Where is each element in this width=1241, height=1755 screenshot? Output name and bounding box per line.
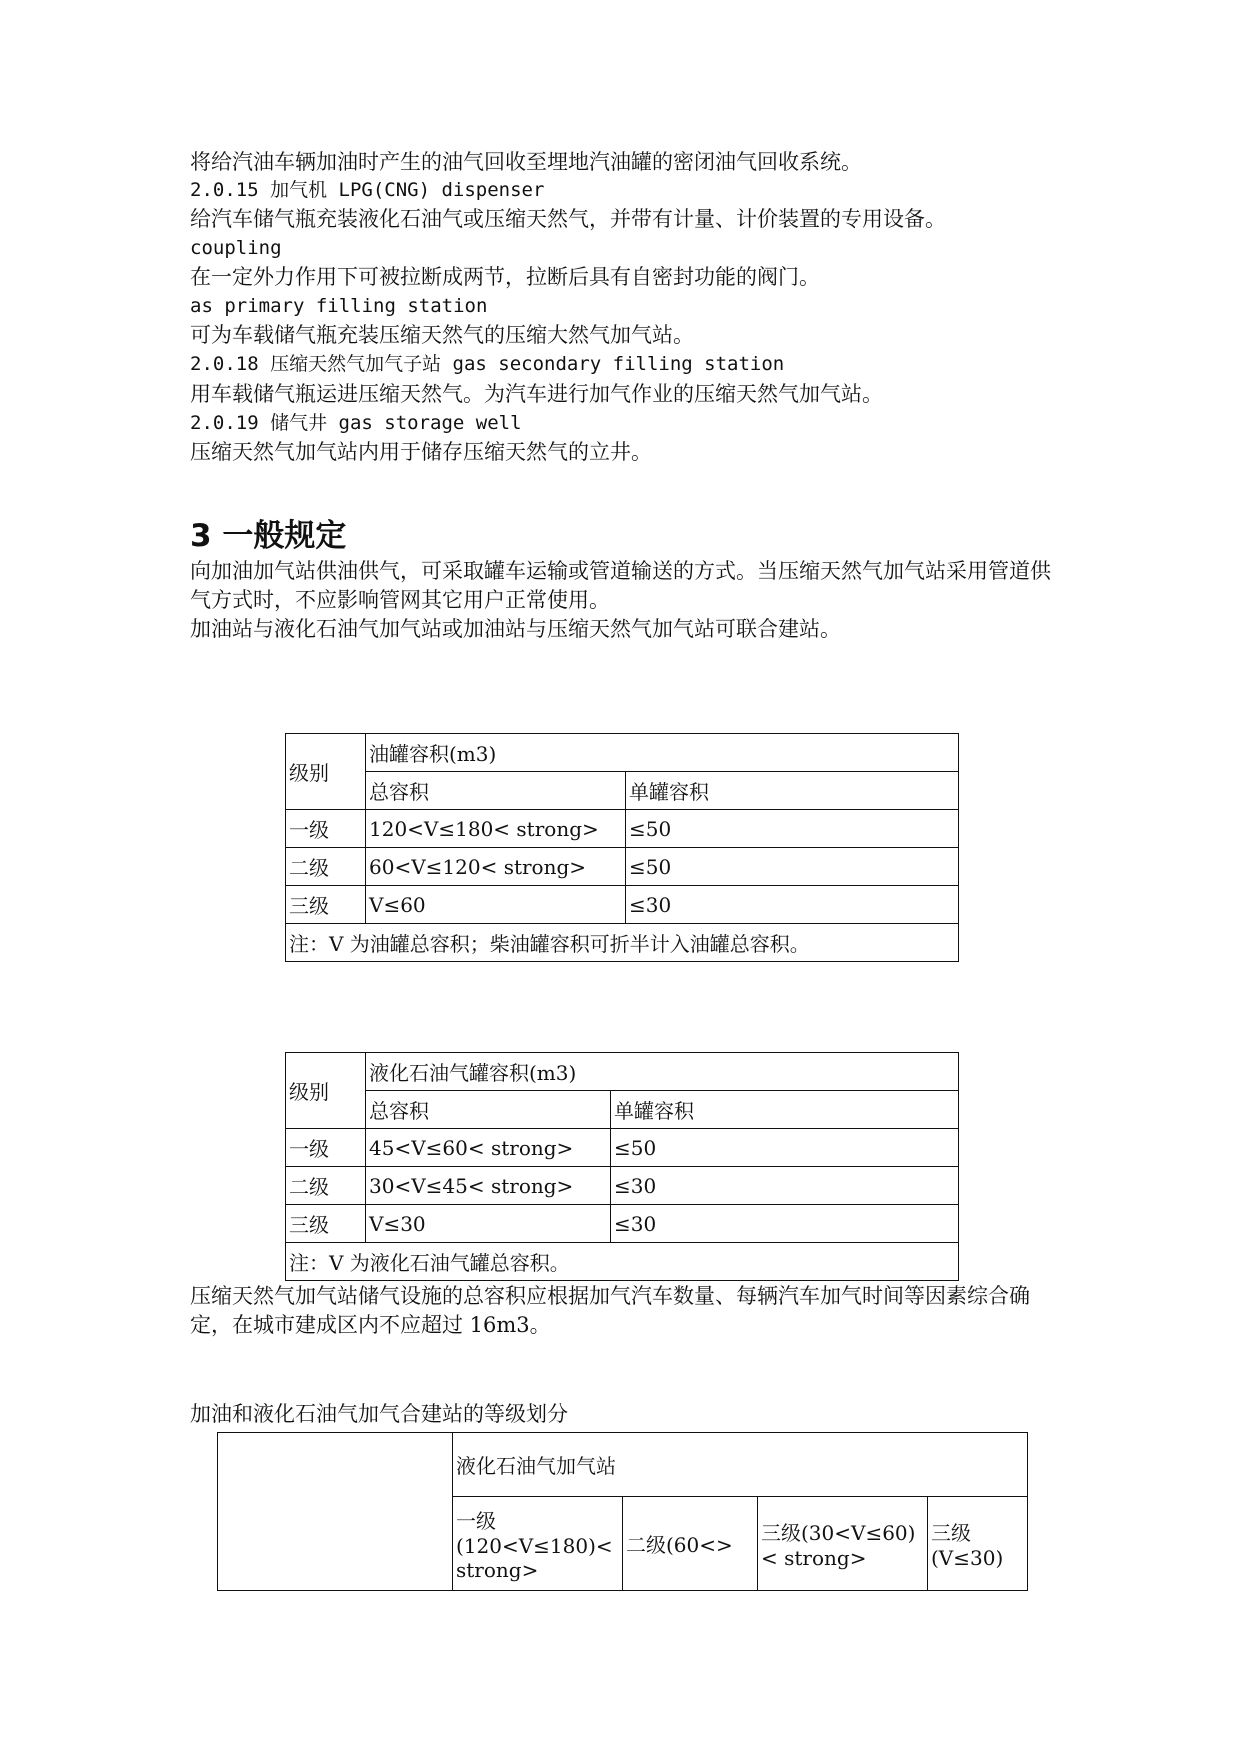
table-note: 注：V 为油罐总容积；柴油罐容积可折半计入油罐总容积。: [286, 924, 959, 962]
cell-total: 60<V≤120< strong>: [366, 848, 626, 886]
col-header: 一级(120<V≤180)< strong>: [453, 1497, 623, 1591]
table-row: [286, 1129, 959, 1167]
section-heading: 3 一般规定: [190, 518, 347, 554]
text-line: 在一定外力作用下可被拉断成两节，拉断后具有自密封功能的阀门。: [190, 265, 820, 289]
group-header: 液化石油气罐容积(m3): [366, 1053, 959, 1091]
cell-grade: 三级: [286, 886, 366, 924]
col-header: 二级(60<>: [623, 1497, 758, 1591]
text-line: 给汽车储气瓶充装液化石油气或压缩天然气，并带有计量、计价装置的专用设备。: [190, 207, 946, 231]
cell-total: V≤30: [366, 1205, 611, 1243]
cell-total: 30<V≤45< strong>: [366, 1167, 611, 1205]
table-row: [286, 1167, 959, 1205]
paragraph: 加油站与液化石油气加气站或加油站与压缩天然气加气站可联合建站。: [190, 617, 841, 641]
term-heading: 2.0.19 储气井 gas storage well: [190, 412, 522, 434]
col-header: 三级(30<V≤60)< strong>: [758, 1497, 928, 1591]
cell-total: V≤60: [366, 886, 626, 924]
cell-total: 45<V≤60< strong>: [366, 1129, 611, 1167]
cell-single: ≤30: [611, 1205, 959, 1243]
lpg-tank-table: [285, 1052, 959, 1281]
term-heading: coupling: [190, 237, 282, 259]
text-line: 用车载储气瓶运进压缩天然气。为汽车进行加气作业的压缩天然气加气站。: [190, 382, 883, 406]
cell-single: ≤30: [626, 886, 959, 924]
cell-total: 120<V≤180< strong>: [366, 810, 626, 848]
cell-single: ≤30: [611, 1167, 959, 1205]
table-caption: 加油和液化石油气加气合建站的等级划分: [190, 1402, 568, 1426]
table-note: 注：V 为液化石油气罐总容积。: [286, 1243, 959, 1281]
table-row: [286, 848, 959, 886]
text-line: 压缩天然气加气站内用于储存压缩天然气的立井。: [190, 440, 652, 464]
oil-tank-table: [285, 733, 959, 962]
col-header: 三级(V≤30): [928, 1497, 1028, 1591]
col-single-header: 单罐容积: [611, 1091, 959, 1129]
combined-station-table: [217, 1432, 1028, 1591]
group-header: 液化石油气加气站: [453, 1433, 1028, 1497]
grade-header: 级别: [286, 734, 366, 810]
cell-grade: 一级: [286, 1129, 366, 1167]
cell-single: ≤50: [626, 810, 959, 848]
group-header: 油罐容积(m3): [366, 734, 959, 772]
table-row: [286, 886, 959, 924]
text-line: 将给汽油车辆加油时产生的油气回收至埋地汽油罐的密闭油气回收系统。: [190, 150, 862, 174]
cell-grade: 三级: [286, 1205, 366, 1243]
col-single-header: 单罐容积: [626, 772, 959, 810]
term-heading: 2.0.15 加气机 LPG(CNG) dispenser: [190, 179, 545, 201]
paragraph: 压缩天然气加气站储气设施的总容积应根据加气汽车数量、每辆汽车加气时间等因素综合确定，在城市建成区内不应超过 16m3。: [190, 1284, 1030, 1337]
paragraph: 向加油加气站供油供气，可采取罐车运输或管道输送的方式。当压缩天然气加气站采用管道供气方式时，不应影响管网其它用户正常使用。: [190, 559, 1051, 612]
term-heading: as primary filling station: [190, 295, 488, 317]
table-row: [286, 1205, 959, 1243]
cell-grade: 二级: [286, 1167, 366, 1205]
term-heading: 2.0.18 压缩天然气加气子站 gas secondary filling station: [190, 353, 785, 375]
empty-cell: [218, 1433, 453, 1591]
cell-grade: 一级: [286, 810, 366, 848]
col-total-header: 总容积: [366, 772, 626, 810]
table-row: [286, 810, 959, 848]
cell-grade: 二级: [286, 848, 366, 886]
grade-header: 级别: [286, 1053, 366, 1129]
cell-single: ≤50: [626, 848, 959, 886]
col-total-header: 总容积: [366, 1091, 611, 1129]
text-line: 可为车载储气瓶充装压缩天然气的压缩大然气加气站。: [190, 323, 694, 347]
cell-single: ≤50: [611, 1129, 959, 1167]
